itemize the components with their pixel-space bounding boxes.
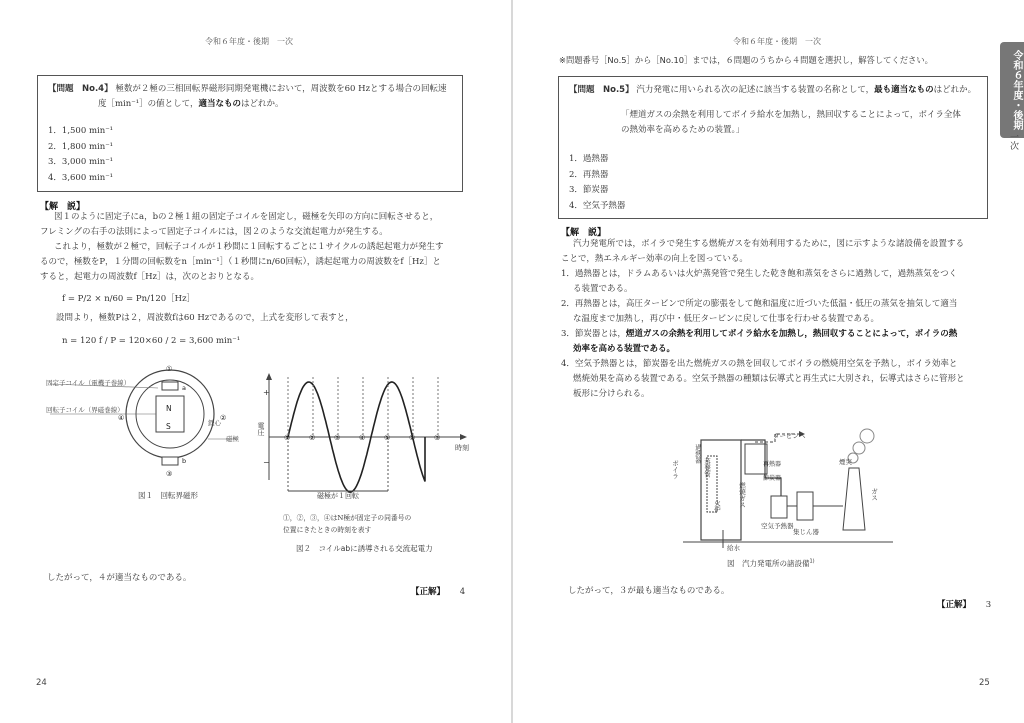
figure2-note xyxy=(283,512,411,536)
label-furnace: 火炉 xyxy=(713,500,721,513)
label-reheater: 再熱器 xyxy=(763,461,782,468)
label-fluegas: 燃焼ガス xyxy=(738,482,746,508)
formula-2: n = 120 f / P = 120×60 / 2 = 3,600 min⁻¹ xyxy=(62,336,241,346)
pole-n: N xyxy=(166,404,172,413)
figure2-chart xyxy=(255,365,475,525)
question-text-c: はどれか。 xyxy=(933,85,977,95)
item4-line-2: 燃焼効果を高める装置である。空気予熱器の種類は伝導式と再生式に大別され，伝導式はさらに管形と xyxy=(573,374,965,384)
chapter-tab: 令和６年度・後期 xyxy=(1000,42,1024,138)
question-emphasis: 最も適当なもの xyxy=(874,85,934,95)
figure2-caption: 図２ コイルabに誘導される交流起電力 xyxy=(296,544,433,553)
marker-label: ④ xyxy=(359,434,366,442)
marker-label: ③ xyxy=(434,434,441,442)
page-header: 令和６年度・後期 一次 xyxy=(733,37,821,46)
explanation-title: 【解 説】 xyxy=(561,228,607,238)
coil-b xyxy=(162,457,178,465)
flue-duct xyxy=(741,440,781,496)
marker-label: ② xyxy=(409,434,416,442)
figure1-diagram xyxy=(30,362,250,502)
label-rotor: 回転子コイル（界磁巻線） xyxy=(46,406,124,414)
explanation-line: これより，極数が２極で，回転子コイルが１秒間に１回転するごとに１サイクルの誘起起電力が発生す xyxy=(54,242,444,252)
option-1: 1．過熱器 xyxy=(569,154,609,164)
y-axis-arrow xyxy=(266,373,272,380)
label-core: 鉄心 xyxy=(208,419,221,427)
intro-line-1: 汽力発電所では，ボイラで発生する燃焼ガスを有効利用するために，図に示すような諸設備を設置する xyxy=(573,239,965,249)
marker-label: ③ xyxy=(334,434,341,442)
selection-instruction: ※問題番号［No.5］から［No.10］までは，６問題のうちから４問題を選択し，解答してください。 xyxy=(559,55,933,65)
label-dust: 集じん器 xyxy=(793,528,819,536)
marker-label: ② xyxy=(309,434,316,442)
coil-label-a: a xyxy=(182,384,186,392)
caption-text: 図 汽力発電所の諸設備 xyxy=(727,559,810,568)
option-list xyxy=(48,124,113,186)
item3-emphasis: 煙道ガスの余熱を利用してボイラ給水を加熱し，熱回収することによって，ボイラの熱 xyxy=(625,329,958,339)
item1-line-1: 1．過熱器とは，ドラムあるいは火炉蒸発管で発生した乾き飽和蒸気をさらに過熱して，過熱蒸気をつく xyxy=(561,269,958,279)
conclusion: したがって，４が適当なものである。 xyxy=(47,573,192,583)
note-line-2: 位置にきたときの時刻を表す xyxy=(283,526,372,534)
label-evaporator: 蒸発管 xyxy=(703,458,711,478)
explanation-line: るので，極数をP，１分間の回転数をn［min⁻¹］（１秒間にn/60回転），誘起起電力の周波数をf［Hz］と xyxy=(40,257,441,267)
figure1-caption: 図１ 回転界磁形 xyxy=(138,491,198,500)
question-box xyxy=(558,76,988,219)
page-header: 令和６年度・後期 一次 xyxy=(205,37,293,46)
question-text-line1: 極数が２極の三相回転界磁形同期発電機において，周波数を60 Hzとする場合の回転速 xyxy=(115,84,447,94)
item3-line-1 xyxy=(561,327,1001,342)
item2-line-1: 2．再熱器とは，高圧タービンで所定の膨張をして飽和温度に近づいた低温・低圧の蒸気を抽気して適当 xyxy=(561,299,958,309)
quote-line-2: の熱効率を高めるための装置。」 xyxy=(621,125,745,135)
smoke-puff xyxy=(853,442,865,454)
question-label: 【問題 No.4】 xyxy=(48,84,113,94)
explanation-title: 【解 説】 xyxy=(40,202,86,212)
label-boiler: ボイラ xyxy=(671,460,679,480)
y-label: 電圧 xyxy=(257,422,265,436)
note-line-1: ①，②，③，④はN極が固定子の同番号の xyxy=(283,514,412,522)
question-quote xyxy=(621,108,981,138)
label-airheater: 空気予熱器 xyxy=(761,522,794,530)
option-2: 2．再熱器 xyxy=(569,169,609,180)
item4-line-1: 4．空気予熱器とは，節炭器を出た燃焼ガスの熱を回収してボイラの燃焼用空気を予熱し，ボイラ効率と xyxy=(561,359,958,369)
formula-1: f = P/2 × n/60 = Pn/120［Hz］ xyxy=(62,294,196,304)
x-axis-arrow xyxy=(460,434,467,440)
reheater-box xyxy=(745,444,767,474)
label-gas: ガス xyxy=(870,488,878,501)
label-superheater: 過熱器 xyxy=(694,444,702,464)
dust-collector-box xyxy=(797,492,813,520)
item4-line-3: 板形に分けられる。 xyxy=(573,389,650,399)
option-2: 2．1,800 min⁻¹ xyxy=(48,141,114,152)
item3-line-2: 効率を高める装置である。 xyxy=(573,344,676,354)
item1-line-2: る装置である。 xyxy=(573,284,633,294)
label-stack: 煙突 xyxy=(839,458,852,466)
y-plus: + xyxy=(263,388,270,397)
page-number: 24 xyxy=(36,678,47,688)
position-1: ① xyxy=(166,365,173,373)
position-3: ③ xyxy=(166,470,173,478)
explanation-line: 図１のように固定子にa，bの２極１組の固定子コイルを固定し，磁極を矢印の方向に回転させると， xyxy=(54,212,439,222)
power-plant-diagram xyxy=(663,418,903,553)
right-page xyxy=(513,0,1024,723)
marker-label: ① xyxy=(384,434,391,442)
left-page xyxy=(0,0,511,723)
label-magnet: 磁極 xyxy=(226,435,239,443)
conclusion: したがって，３が最も適当なものである。 xyxy=(568,586,730,596)
option-4: 4．3,600 min⁻¹ xyxy=(48,172,114,183)
explanation-body xyxy=(40,210,480,285)
label-feedwater: 給水 xyxy=(727,544,740,552)
position-2: ② xyxy=(220,414,227,422)
answer xyxy=(937,598,991,613)
explanation-body xyxy=(561,237,1001,402)
time-markers xyxy=(284,377,440,442)
option-4: 4．空気予熱器 xyxy=(569,200,626,211)
answer-label: 【正解】 xyxy=(411,587,446,597)
question-box xyxy=(37,75,463,192)
label-economizer: 節炭器 xyxy=(763,475,782,482)
coil-label-b: b xyxy=(182,457,187,465)
explanation-after: 設問より，極数Pは２，周波数fは60 Hzであるので，上式を変形して表すと， xyxy=(56,313,354,323)
intro-line-2: ことで，熱エネルギー効率の向上を図っている。 xyxy=(561,254,748,264)
air-heater-box xyxy=(771,496,787,518)
figure-caption xyxy=(727,558,815,569)
quote-line-1: 「煙道ガスの余熱を利用してボイラ給水を加熱し，熱回収することによって，ボイラ全体 xyxy=(621,110,961,120)
item2-line-2: な温度まで加熱し，再び中・低圧タービンに戻して仕事を行わせる装置である。 xyxy=(573,314,880,324)
item3-text: 3．節炭器とは， xyxy=(561,329,626,339)
question-text-a: 汽力発電に用いられる次の記述に該当する装置の名称として， xyxy=(636,85,875,95)
option-list xyxy=(569,152,625,214)
explanation-line: フレミングの右手の法則によって固定子コイルには，図２のような交流起電力が発生する。 xyxy=(40,227,388,237)
answer xyxy=(411,585,465,600)
question-label: 【問題 No.5】 xyxy=(569,85,634,95)
answer-label: 【正解】 xyxy=(937,600,972,610)
page-number: 25 xyxy=(979,678,990,688)
option-1: 1．1,500 min⁻¹ xyxy=(48,126,114,136)
answer-value: 3 xyxy=(985,600,992,610)
coil-a xyxy=(162,382,178,390)
smoke-puff xyxy=(860,429,874,443)
stack xyxy=(843,468,865,530)
option-3: 3．3,000 min⁻¹ xyxy=(48,157,114,167)
position-4: ④ xyxy=(118,414,125,422)
question-text-a: 度［min⁻¹］の値として， xyxy=(98,99,199,109)
label-turbine: タービンへ xyxy=(773,432,806,440)
question-emphasis: 適当なもの xyxy=(198,99,241,109)
explanation-line: すると，起電力の周波数f［Hz］は，次のとおりとなる。 xyxy=(40,272,260,282)
x-label: 時刻 xyxy=(455,444,469,452)
rotation-label: 磁極が１回転 xyxy=(317,492,359,500)
label-stator: 固定子コイル（電機子巻線） xyxy=(46,379,131,387)
chapter-subtab: 一次 xyxy=(1008,132,1018,150)
option-3: 3．節炭器 xyxy=(569,185,609,195)
answer-value: 4 xyxy=(459,587,466,597)
caption-note: 1) xyxy=(809,558,815,565)
pole-s: S xyxy=(166,422,171,431)
y-minus: − xyxy=(263,458,270,467)
question-text-c: はどれか。 xyxy=(241,99,284,109)
marker-label: ① xyxy=(284,434,291,442)
